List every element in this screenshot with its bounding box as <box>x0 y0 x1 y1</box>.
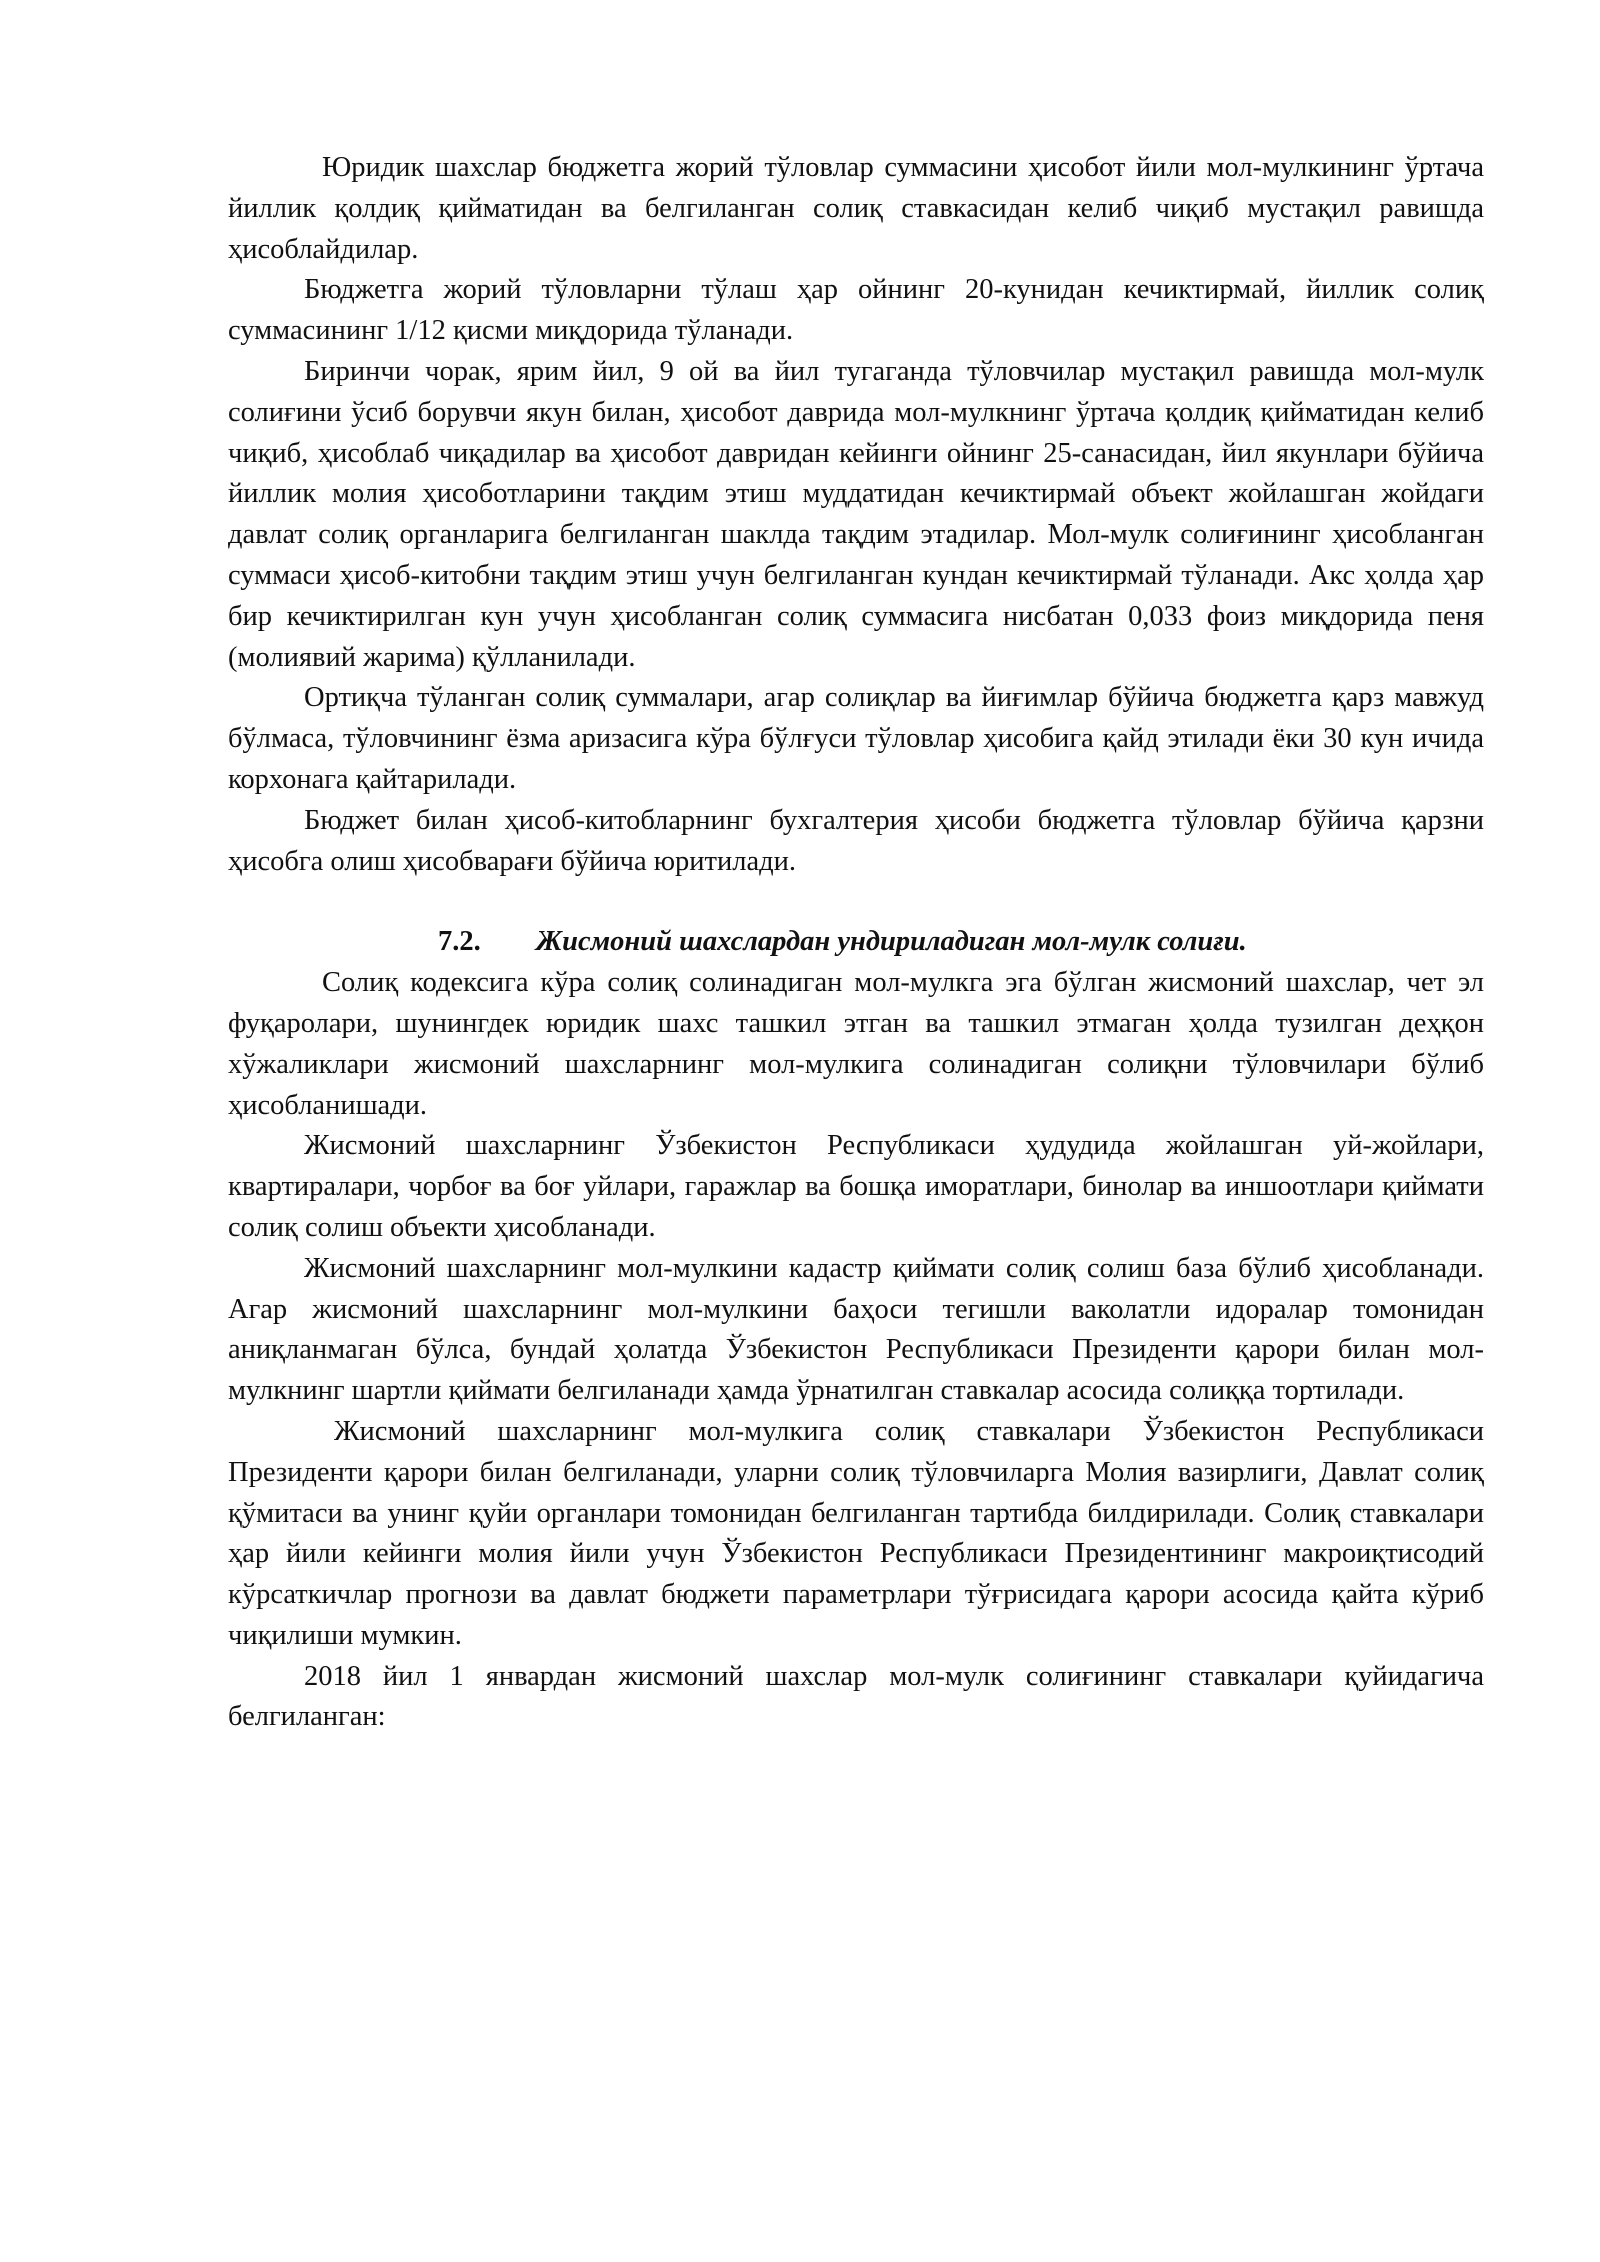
section-heading <box>228 922 1484 963</box>
paragraph-legal-entities-calculation: Юридик шахслар бюджетга жорий тўловлар суммасини ҳисобот йили мол-мулкининг ўртача йиллик қолдиқ қийматидан ва белгиланган солиқ ставкасидан келиб чиқиб мустақил равишда ҳисоблайдилар. <box>228 152 1484 265</box>
paragraph-tax-object: Жисмоний шахсларнинг Ўзбекистон Республикаси ҳудудида жойлашган уй-жойлари, квартиралари, чорбоғ ва боғ уйлари, гаражлар ва бошқа иморатлари, бинолар ва иншоотлари қиймати солиқ солиш объекти ҳисобланади. <box>228 1130 1484 1243</box>
section-title: Жисмоний шахслардан ундириладиган мол-мулк солиғи. <box>536 926 1247 958</box>
document-page <box>228 148 1484 1738</box>
paragraph-budget-accounting: Бюджет билан ҳисоб-китобларнинг бухгалтерия ҳисоби бюджетга тўловлар бўйича қарзни ҳисобга олиш ҳисобварағи бўйича юритилади. <box>228 804 1484 877</box>
paragraph-rates-2018: 2018 йил 1 январдан жисмоний шахслар мол-мулк солиғининг ставкалари қуйидагича белгиланган: <box>228 1660 1484 1733</box>
section-spacer <box>228 882 1484 922</box>
section-number: 7.2. <box>438 926 481 958</box>
paragraph-current-payments: Бюджетга жорий тўловларни тўлаш ҳар ойнинг 20-кунидан кечиктирмай, йиллик солиқ суммасининг 1/12 қисми миқдорида тўланади. <box>228 274 1484 347</box>
paragraph-taxpayers: Солиқ кодексига кўра солиқ солинадиган мол-мулкга эга бўлган жисмоний шахслар, чет эл фуқаролари, шунингдек юридик шахс ташкил этган ва ташкил этмаган ҳолда тузилган деҳқон хўжаликлари жисмоний шахсларнинг мол-мулкига солинадиган солиқни тўловчилари бўлиб ҳисобланишади. <box>228 967 1484 1121</box>
paragraph-overpaid-taxes: Ортиқча тўланган солиқ суммалари, агар солиқлар ва йиғимлар бўйича бюджетга қарз мавжуд бўлмаса, тўловчининг ёзма аризасига кўра бўлғуси тўловлар ҳисобига қайд этилади ёки 30 кун ичида корхонага қайтарилади. <box>228 682 1484 795</box>
paragraph-quarterly-reporting: Биринчи чорак, ярим йил, 9 ой ва йил тугаганда тўловчилар мустақил равишда мол-мулк солиғини ўсиб борувчи якун билан, ҳисобот даврида мол-мулкнинг ўртача қолдиқ қийматидан келиб чиқиб, ҳисоблаб чиқадилар ва ҳисобот давридан кейинги ойнинг 25-санасидан, йил якунлари бўйича йиллик молия ҳисоботларини тақдим этиш муддатидан кечиктирмай объект жойлашган жойдаги давлат солиқ органларига белгиланган шаклда тақдим этадилар. Мол-мулк солиғининг ҳисобланган суммаси ҳисоб-китобни тақдим этиш учун белгиланган кундан кечиктирмай тўланади. Акс ҳолда ҳар бир кечиктирилган кун учун ҳисобланган солиқ суммасига нисбатан 0,033 фоиз миқдорида пеня (молиявий жарима) қўлланилади. <box>228 355 1484 673</box>
paragraph-tax-rates: Жисмоний шахсларнинг мол-мулкига солиқ ставкалари Ўзбекистон Республикаси Президенти қарори билан белгиланади, уларни солиқ тўловчиларга Молия вазирлиги, Давлат солиқ қўмитаси ва унинг қуйи органлари томонидан белгиланган тартибда билдирилади. Солиқ ставкалари ҳар йили кейинги молия йили учун Ўзбекистон Республикаси Президентининг макроиқтисодий кўрсаткичлар прогнози ва давлат бюджети параметрлари тўғрисидага қарори асосида қайта кўриб чиқилиши мумкин. <box>228 1415 1484 1651</box>
paragraph-tax-base: Жисмоний шахсларнинг мол-мулкини кадастр қиймати солиқ солиш база бўлиб ҳисобланади. Агар жисмоний шахсларнинг мол-мулкини баҳоси тегишли ваколатли идоралар томонидан аниқланмаган бўлса, бундай ҳолатда Ўзбекистон Республикаси Президенти қарори билан мол-мулкнинг шартли қиймати белгиланади ҳамда ўрнатилган ставкалар асосида солиққа тортилади. <box>228 1252 1484 1407</box>
